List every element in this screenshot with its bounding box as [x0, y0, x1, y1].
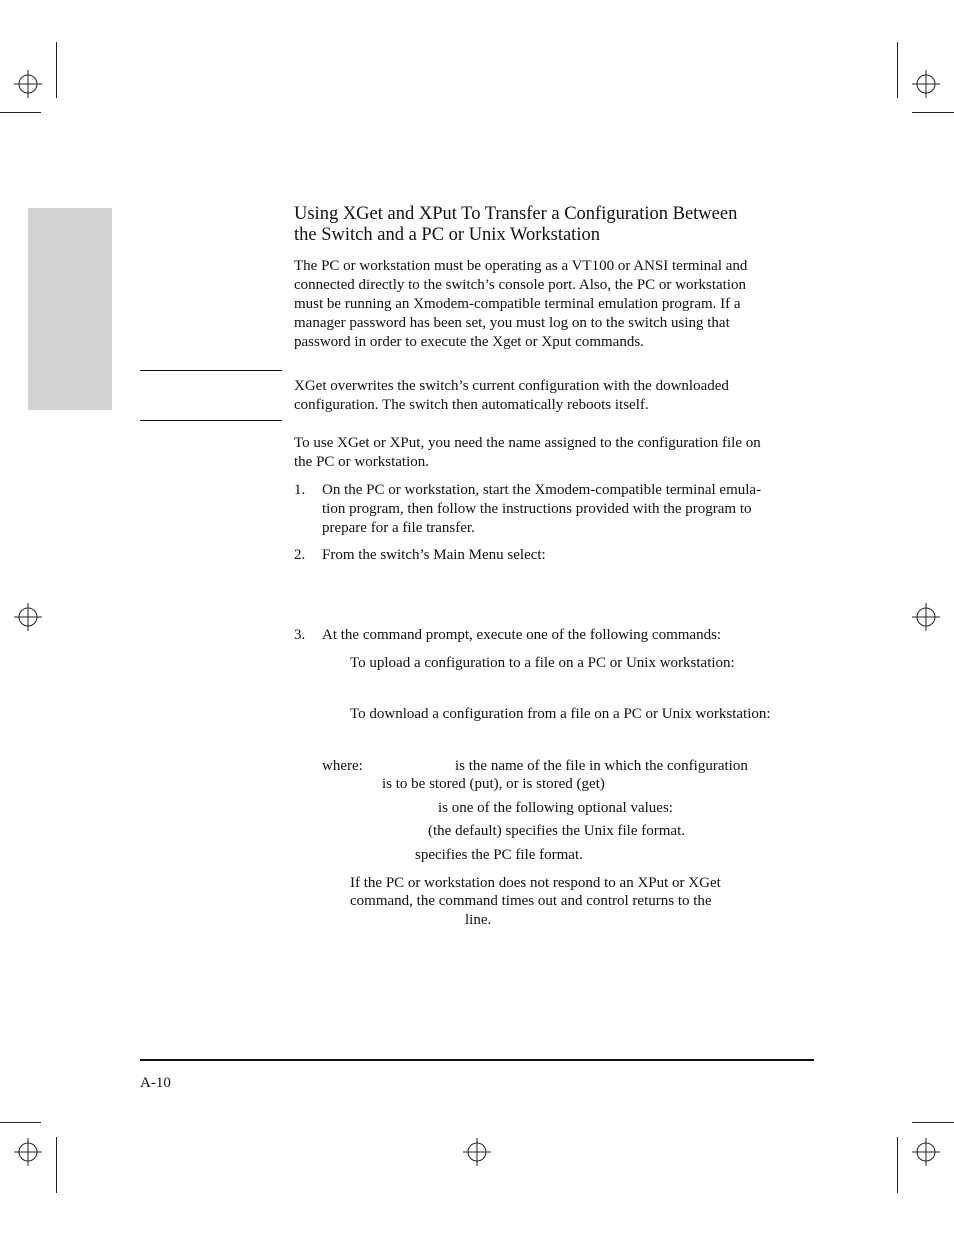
upload-instruction: To upload a configuration to a file on a PC or Unix workstation:	[350, 655, 735, 671]
text-line: the PC or workstation.	[294, 454, 429, 470]
step-number: 1.	[294, 482, 306, 498]
registration-mark-icon	[14, 70, 42, 98]
side-tab	[28, 208, 112, 410]
note-rule-bottom	[140, 420, 282, 421]
registration-mark-icon	[14, 603, 42, 631]
crop-mark-top-right-h	[912, 112, 954, 113]
filename-description-cont: is to be stored (put), or is stored (get)	[382, 776, 605, 792]
download-instruction: To download a configuration from a file on a PC or Unix workstation:	[350, 706, 771, 722]
pc-option-description: specifies the PC file format.	[415, 847, 583, 863]
crop-mark-bottom-right-v	[897, 1137, 898, 1193]
section-heading-line: Using XGet and XPut To Transfer a Configuration Between	[294, 204, 738, 224]
section-heading	[294, 204, 737, 246]
text-line: manager password has been set, you must log on to the switch using that	[294, 315, 730, 331]
text-line: must be running an Xmodem-compatible terminal emulation program. If a	[294, 296, 741, 312]
crop-mark-bottom-left-v	[56, 1137, 57, 1193]
section-heading-line: the Switch and a PC or Unix Workstation	[294, 225, 600, 245]
footer-rule	[140, 1059, 814, 1061]
text-line: configuration. The switch then automatically reboots itself.	[294, 397, 649, 413]
use-paragraph	[294, 434, 761, 472]
crop-mark-top-right-v	[897, 42, 898, 98]
registration-mark-icon	[912, 1138, 940, 1166]
registration-mark-icon	[912, 603, 940, 631]
text-line: The PC or workstation must be operating as a VT100 or ANSI terminal and	[294, 258, 748, 274]
note-rule-top	[140, 370, 282, 371]
note-paragraph	[294, 377, 729, 415]
text-line: To use XGet or XPut, you need the name assigned to the configuration file on	[294, 435, 761, 451]
timeout-line: line.	[465, 912, 492, 928]
text-line: connected directly to the switch’s console port. Also, the PC or workstation	[294, 277, 747, 293]
registration-mark-icon	[912, 70, 940, 98]
step-text	[322, 481, 761, 538]
crop-mark-top-left-h	[0, 112, 41, 113]
crop-mark-bottom-left-h	[0, 1122, 41, 1123]
step-number: 2.	[294, 547, 306, 563]
unix-option-description: (the default) specifies the Unix file format.	[428, 823, 685, 839]
timeout-line: command, the command times out and control returns to the	[350, 893, 712, 909]
where-label: where:	[322, 758, 363, 774]
intro-paragraph	[294, 257, 747, 352]
text-line: XGet overwrites the switch’s current configuration with the downloaded	[294, 378, 729, 394]
registration-mark-icon	[14, 1138, 42, 1166]
page-number: A-10	[140, 1075, 171, 1091]
text-line: On the PC or workstation, start the Xmodem-compatible terminal emula-	[322, 482, 762, 498]
text-line: password in order to execute the Xget or Xput commands.	[294, 334, 644, 350]
options-description: is one of the following optional values:	[438, 800, 673, 816]
step-text: At the command prompt, execute one of the following commands:	[322, 627, 722, 643]
registration-mark-icon	[463, 1138, 491, 1166]
step-text: From the switch’s Main Menu select:	[322, 547, 546, 563]
step-number: 3.	[294, 627, 306, 643]
text-line: tion program, then follow the instructions provided with the program to	[322, 501, 752, 517]
crop-mark-top-left-v	[56, 42, 57, 98]
text-line: prepare for a file transfer.	[322, 520, 475, 536]
crop-mark-bottom-right-h	[912, 1122, 954, 1123]
timeout-line: If the PC or workstation does not respond to an XPut or XGet	[350, 875, 721, 891]
filename-description: is the name of the file in which the configuration	[455, 758, 748, 774]
